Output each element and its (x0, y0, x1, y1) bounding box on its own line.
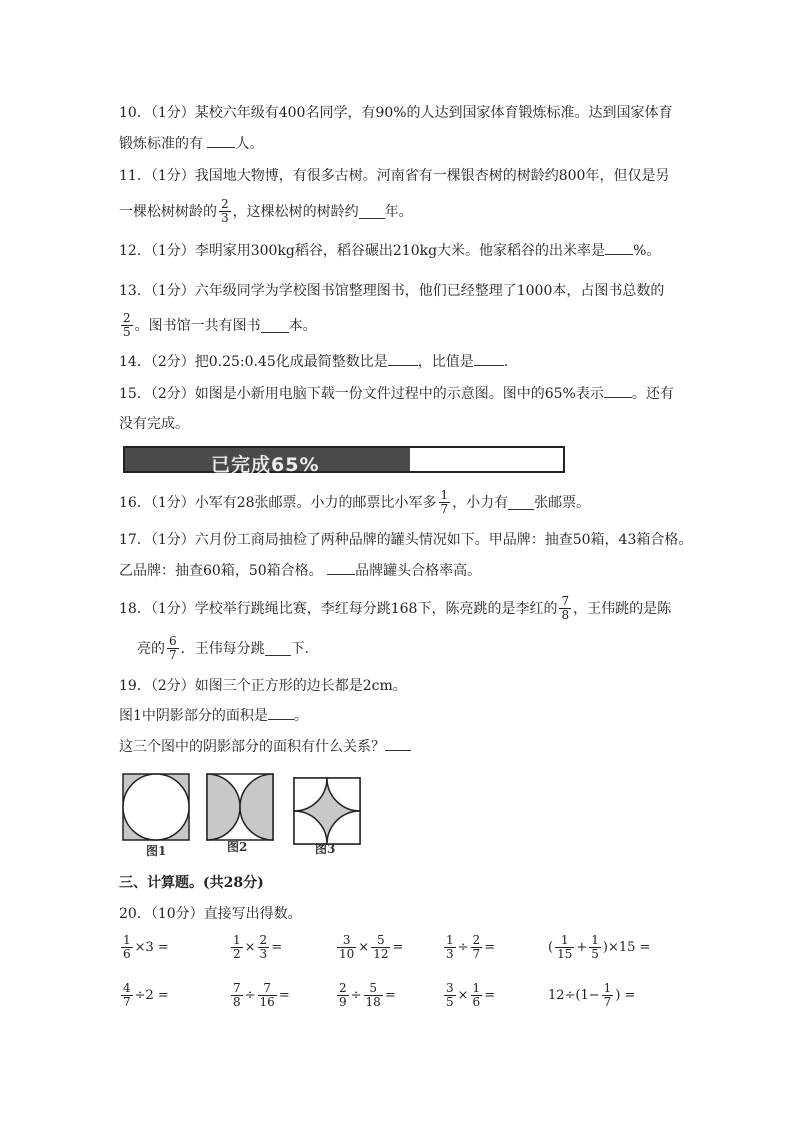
calc-r1-c5-b-den: 5 (591, 947, 599, 961)
calc-r1-c2-eq: = (271, 940, 283, 955)
figure-1-caption: 图1 (146, 844, 167, 858)
calc-r1-c5-b-num: 1 (591, 933, 599, 947)
calc-r1-c4-b-num: 2 (472, 933, 481, 947)
q10-line2-tail: 人。 (235, 136, 264, 152)
q17-line2 (119, 561, 481, 581)
calc-r1-c2 (229, 934, 282, 961)
calc-r2-c5-tail: ) = (615, 988, 636, 1003)
q19-line3-text: 这三个图中的阴影部分的面积有什么关系？ (119, 739, 385, 755)
figure-1 (121, 772, 191, 842)
calc-r1-c1-num: 1 (123, 933, 131, 947)
figure-2-caption: 图2 (227, 840, 248, 854)
q13-line1: 13．（1分）六年级同学为学校图书馆整理图书，他们已经整理了1000本，占图书总数的 (119, 283, 665, 299)
q14-tail: . (503, 354, 509, 370)
calc-r1-c5 (548, 934, 650, 961)
figure-3-caption: 图3 (315, 842, 336, 856)
calc-r1-c1-op: ×3 = (134, 940, 169, 955)
question-20-title: 20．（10分）直接写出得数。 (119, 906, 302, 922)
q11-line2-tail: 年。 (384, 203, 413, 220)
calc-r2-c2-a-den: 8 (233, 995, 241, 1009)
q14-mid: ，比值是 (417, 354, 474, 370)
q12-answer-blank[interactable] (605, 241, 633, 255)
question-18 (119, 595, 671, 622)
q19-line2 (119, 706, 308, 726)
figure-3 (292, 776, 362, 846)
q10-line1: 10．（1分）某校六年级有400名同学，有90%的人达到国家体育锻炼标准。达到国家体育 (119, 105, 673, 121)
calc-r2-c3-op: ÷ (350, 988, 362, 1003)
q18-frac1-num: 7 (561, 594, 570, 608)
calc-r1-c3-b-den: 12 (373, 947, 389, 961)
calc-r2-c2-op: ÷ (244, 988, 256, 1003)
q19-line2-tail: 。 (293, 708, 308, 724)
section-3-title: 三、计算题。(共28分) (119, 875, 264, 891)
calc-r2-c1-op: ÷2 = (134, 988, 169, 1003)
q16-fraction (439, 489, 451, 516)
q13-line2 (119, 312, 317, 339)
q11-line2-mid: ，这棵松树的树龄约 (232, 203, 359, 220)
question-14 (119, 352, 508, 372)
q17-answer-blank[interactable] (327, 561, 355, 575)
calc-r2-c2 (229, 982, 290, 1009)
q18-text: 18．（1分）学校举行跳绳比赛，李红每分跳168下，陈亮跳的是李红的 (119, 600, 558, 617)
q17-line1: 17．（1分）六月份工商局抽检了两种品牌的罐头情况如下。甲品牌：抽查50箱，43箱合格。 (119, 532, 693, 548)
q18-answer-blank[interactable] (265, 642, 291, 656)
q11-line2-text: 一棵松树树龄的 (119, 203, 217, 220)
q18-frac2-num: 6 (169, 634, 177, 648)
calc-r1-c4-b-den: 7 (472, 947, 481, 961)
progress-bar-label: 已完成65% (211, 454, 320, 476)
q11-answer-blank[interactable] (359, 205, 385, 219)
calc-r2-c2-b-num: 7 (263, 981, 271, 995)
calc-r1-c5-lead: ( (548, 940, 554, 955)
calc-r2-c4-eq: = (484, 988, 496, 1003)
calc-r1-c1 (119, 934, 169, 961)
calc-r1-c3-a-den: 10 (339, 947, 355, 961)
q15-answer-blank[interactable] (604, 384, 632, 398)
calc-r2-c5-b-den: 7 (603, 995, 612, 1009)
calc-r1-c3 (335, 934, 403, 961)
q12-tail: %。 (633, 243, 661, 259)
q11-fraction (219, 198, 231, 225)
calc-r1-c3-op: × (358, 940, 370, 955)
calc-r1-c5-tail: )×15 = (602, 940, 651, 955)
question-16 (119, 489, 590, 516)
calc-r1-c4 (442, 934, 495, 961)
question-15 (119, 384, 674, 404)
calc-r2-c4-op: × (457, 988, 469, 1003)
calc-r1-c2-b-num: 2 (259, 933, 268, 947)
calc-r1-c4-a-num: 1 (446, 933, 454, 947)
question-19: 19．（2分）如图三个正方形的边长都是2cm。 (119, 678, 407, 694)
q11-frac-num: 2 (221, 197, 229, 211)
figure-2 (205, 772, 275, 842)
q18-frac1-den: 8 (561, 608, 570, 622)
q18-line1-tail: ，王伟跳的是陈 (573, 600, 672, 617)
q10-line2-text: 锻炼标准的有 (119, 136, 208, 152)
q14-text: 14．（2分）把0.25:0.45化成最简整数比是 (119, 354, 388, 370)
question-12 (119, 241, 660, 261)
q15-line2: 没有完成。 (119, 416, 189, 432)
q14-blank-ratio[interactable] (388, 352, 418, 366)
calc-r2-c1 (119, 982, 169, 1009)
q11-frac-den: 3 (221, 211, 229, 225)
q16-answer-blank[interactable] (508, 496, 534, 510)
q15-text: 15．（2分）如图是小新用电脑下载一份文件过程中的示意图。图中的65%表示 (119, 386, 604, 402)
calc-r2-c4-a-num: 3 (446, 981, 454, 995)
q14-blank-value[interactable] (474, 352, 504, 366)
calc-r1-c1-den: 6 (123, 947, 131, 961)
q18-line2-mid: ．王伟每分跳 (180, 640, 265, 657)
calc-r2-c5-b-num: 1 (603, 981, 612, 995)
q13-fraction (121, 312, 133, 339)
calc-r2-c4-b-num: 1 (472, 981, 481, 995)
question-10 (119, 103, 673, 123)
calc-r1-c2-b-den: 3 (259, 947, 268, 961)
q13-line2-text: 。图书馆一共有图书 (134, 317, 261, 334)
calc-r2-c2-eq: = (278, 988, 290, 1003)
calc-r1-c4-eq: = (484, 940, 496, 955)
q18-frac2-den: 7 (169, 648, 177, 662)
calc-r2-c3-b-num: 5 (369, 981, 377, 995)
calc-r1-c3-a-num: 3 (342, 933, 351, 947)
q18-line2-tail: 下． (290, 640, 319, 657)
question-13 (119, 281, 664, 301)
calc-r2-c4-a-den: 5 (446, 995, 454, 1009)
q13-answer-blank[interactable] (261, 319, 289, 333)
calc-r2-c3-b-den: 18 (365, 995, 381, 1009)
calc-r2-c4-b-den: 6 (472, 995, 481, 1009)
q11-line2 (119, 198, 413, 225)
q15-line1-tail: 。还有 (631, 386, 674, 402)
q19-area-blank[interactable] (268, 706, 294, 720)
q16-frac-den: 7 (440, 502, 449, 516)
calc-r2-c3-a-den: 9 (339, 995, 347, 1009)
calc-r1-c5-a-num: 1 (560, 933, 569, 947)
q16-mid: ，小力有 (452, 494, 509, 511)
q18-fraction-2 (167, 635, 179, 662)
calc-r2-c5-lead: 12÷(1− (548, 988, 600, 1003)
q16-tail: 张邮票。 (534, 494, 591, 511)
fig1-circle (123, 774, 189, 840)
calc-r1-c5-op: + (576, 940, 588, 955)
calc-r2-c4 (442, 982, 495, 1009)
q11-line1: 11．（1分）我国地大物博，有很多古树。河南省有一棵银杏树的树龄约800年，但仅是另 (119, 168, 670, 184)
q18-fraction-1 (559, 595, 571, 622)
calc-r2-c3 (335, 982, 396, 1009)
q10-line2 (119, 134, 263, 154)
calc-r1-c5-a-den: 15 (557, 947, 573, 961)
question-17 (119, 530, 692, 550)
calc-r2-c1-num: 4 (123, 981, 131, 995)
q13-frac-den: 5 (123, 325, 131, 339)
q12-text: 12．（1分）李明家用300kg稻谷，稻谷碾出210kg大米。他家稻谷的出米率是 (119, 243, 606, 259)
q10-answer-blank[interactable] (207, 134, 235, 148)
calc-r2-c2-a-num: 7 (233, 981, 241, 995)
q16-frac-num: 1 (440, 488, 449, 502)
q18-line2-text: 亮的 (137, 640, 165, 657)
calc-r1-c4-a-den: 3 (446, 947, 454, 961)
q19-line2-text: 图1中阴影部分的面积是 (119, 708, 268, 724)
calc-r2-c1-den: 7 (123, 995, 131, 1009)
download-progress-bar (123, 446, 565, 476)
q13-line2-tail: 本。 (288, 317, 317, 334)
calc-r1-c2-a-num: 1 (233, 933, 241, 947)
calc-r1-c3-eq: = (392, 940, 404, 955)
calc-r2-c3-a-num: 2 (339, 981, 347, 995)
calc-r2-c5 (548, 982, 635, 1009)
calc-r2-c3-eq: = (384, 988, 396, 1003)
q13-frac-num: 2 (123, 311, 131, 325)
calc-r2-c2-b-den: 16 (259, 995, 275, 1009)
calc-r1-c4-op: ÷ (457, 940, 469, 955)
calc-r1-c2-op: × (244, 940, 256, 955)
q19-line3 (119, 737, 411, 757)
q18-line2 (137, 635, 319, 662)
q17-line2-tail: 品牌罐头合格率高。 (355, 563, 482, 579)
q16-text: 16．（1分）小军有28张邮票。小力的邮票比小军多 (119, 494, 437, 511)
question-11 (119, 166, 669, 186)
q17-line2-text: 乙品牌：抽查60箱，50箱合格。 (119, 563, 328, 579)
calc-r1-c3-b-num: 5 (377, 933, 385, 947)
calc-r1-c2-a-den: 2 (233, 947, 241, 961)
q19-relation-blank[interactable] (385, 737, 411, 751)
